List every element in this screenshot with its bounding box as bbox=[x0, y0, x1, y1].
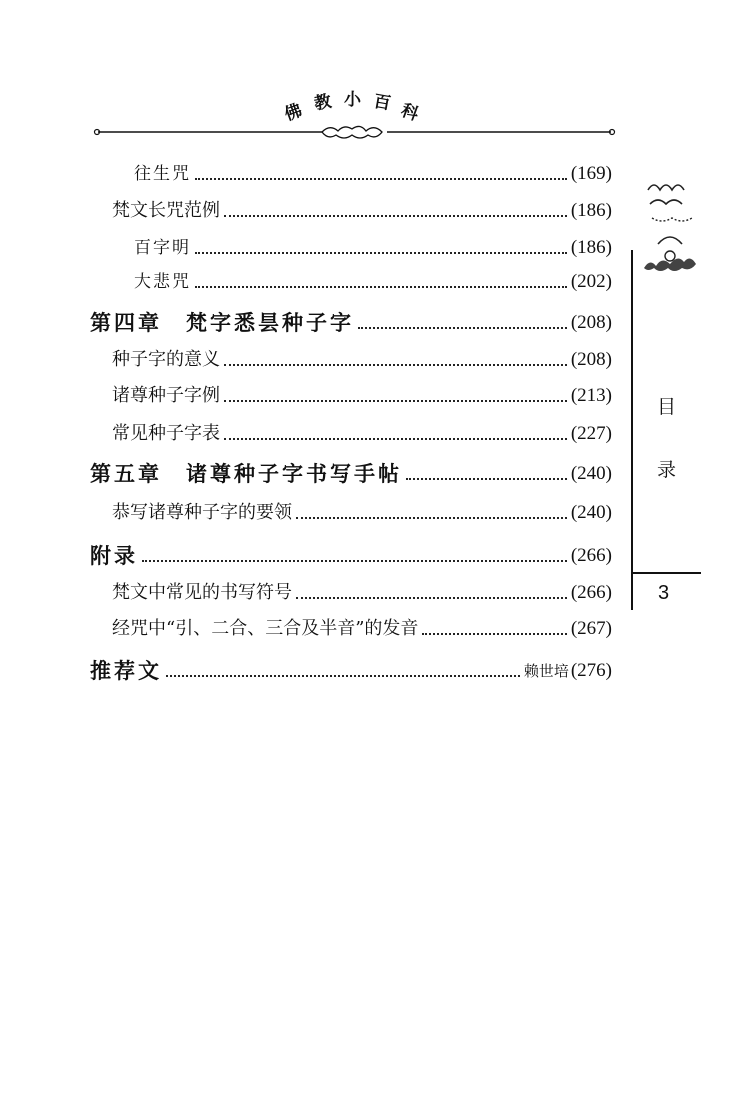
lotus-ornament-icon bbox=[640, 172, 702, 292]
toc-entry[interactable] bbox=[112, 382, 612, 410]
title-char: 科 bbox=[398, 100, 422, 126]
toc-page-number: (267) bbox=[570, 618, 612, 639]
toc-author: 赖世培 bbox=[523, 662, 569, 680]
leader-dots bbox=[406, 477, 567, 480]
toc-page-number: (266) bbox=[570, 545, 612, 566]
toc-entry[interactable] bbox=[134, 268, 612, 296]
toc-entry-title: 梵文长咒范例 bbox=[112, 200, 220, 221]
leader-dots bbox=[422, 632, 566, 635]
section-label-char: 目 bbox=[657, 396, 677, 418]
sidebar-horizontal-rule bbox=[631, 572, 701, 574]
toc-entry-title: 经咒中“引、二合、三合及半音”的发音 bbox=[112, 618, 419, 639]
section-label-char: 录 bbox=[657, 459, 677, 481]
toc-entry-title: 梵文中常见的书写符号 bbox=[112, 582, 292, 603]
toc-page-number: (227) bbox=[570, 423, 612, 444]
toc-entry[interactable] bbox=[134, 234, 612, 262]
leader-dots bbox=[195, 177, 567, 180]
toc-entry-title: 种子字的意义 bbox=[112, 349, 220, 370]
leader-dots bbox=[296, 596, 567, 599]
toc-entry-title: 往生咒 bbox=[134, 164, 191, 184]
title-char: 小 bbox=[344, 90, 361, 110]
toc-entry-title: 推荐文 bbox=[90, 658, 162, 683]
toc-entry-title: 第五章 诸尊种子字书写手帖 bbox=[90, 461, 402, 486]
toc-entry[interactable] bbox=[134, 160, 612, 188]
toc-page-number: (169) bbox=[570, 163, 612, 184]
title-char: 百 bbox=[371, 91, 393, 115]
toc-page-number: (266) bbox=[570, 582, 612, 603]
toc-entry-title: 附录 bbox=[90, 543, 138, 568]
toc-entry[interactable] bbox=[112, 499, 612, 527]
sidebar-vertical-rule bbox=[631, 250, 633, 610]
toc-chapter[interactable] bbox=[90, 460, 612, 488]
toc-entry[interactable] bbox=[112, 197, 612, 225]
toc-page-number: (186) bbox=[570, 237, 612, 258]
leader-dots bbox=[195, 251, 567, 254]
toc-entry[interactable] bbox=[112, 420, 612, 448]
toc-chapter[interactable] bbox=[90, 657, 612, 685]
leader-dots bbox=[166, 674, 520, 677]
leader-dots bbox=[224, 437, 567, 440]
leader-dots bbox=[358, 326, 567, 329]
toc-page-number: (240) bbox=[570, 463, 612, 484]
toc-page-number: (202) bbox=[570, 271, 612, 292]
toc-entry[interactable] bbox=[112, 615, 612, 643]
page-number: 3 bbox=[658, 582, 670, 604]
toc-entry-title: 大悲咒 bbox=[134, 272, 191, 292]
toc-chapter[interactable] bbox=[90, 542, 612, 570]
toc-page-number: (186) bbox=[570, 200, 612, 221]
toc-entry-title: 常见种子字表 bbox=[112, 423, 220, 444]
leader-dots bbox=[224, 399, 567, 402]
leader-dots bbox=[142, 559, 567, 562]
toc-page-number: (208) bbox=[570, 312, 612, 333]
toc-page-number: (213) bbox=[570, 385, 612, 406]
leader-dots bbox=[296, 516, 567, 519]
leader-dots bbox=[195, 285, 567, 288]
title-char: 教 bbox=[312, 91, 334, 115]
toc-entry[interactable] bbox=[112, 579, 612, 607]
toc-entry-title: 第四章 梵字悉昙种子字 bbox=[90, 310, 354, 335]
toc-entry-title: 恭写诸尊种子字的要领 bbox=[112, 502, 292, 523]
leader-dots bbox=[224, 214, 567, 217]
toc-entry[interactable] bbox=[112, 346, 612, 374]
toc-page-number: (208) bbox=[570, 349, 612, 370]
title-char: 佛 bbox=[281, 100, 305, 126]
toc-chapter[interactable] bbox=[90, 309, 612, 337]
leader-dots bbox=[224, 363, 567, 366]
toc-page-number: (240) bbox=[570, 502, 612, 523]
toc-entry-title: 百字明 bbox=[134, 238, 191, 258]
toc-page-number: (276) bbox=[570, 660, 612, 681]
toc-entry-title: 诸尊种子字例 bbox=[112, 385, 220, 406]
